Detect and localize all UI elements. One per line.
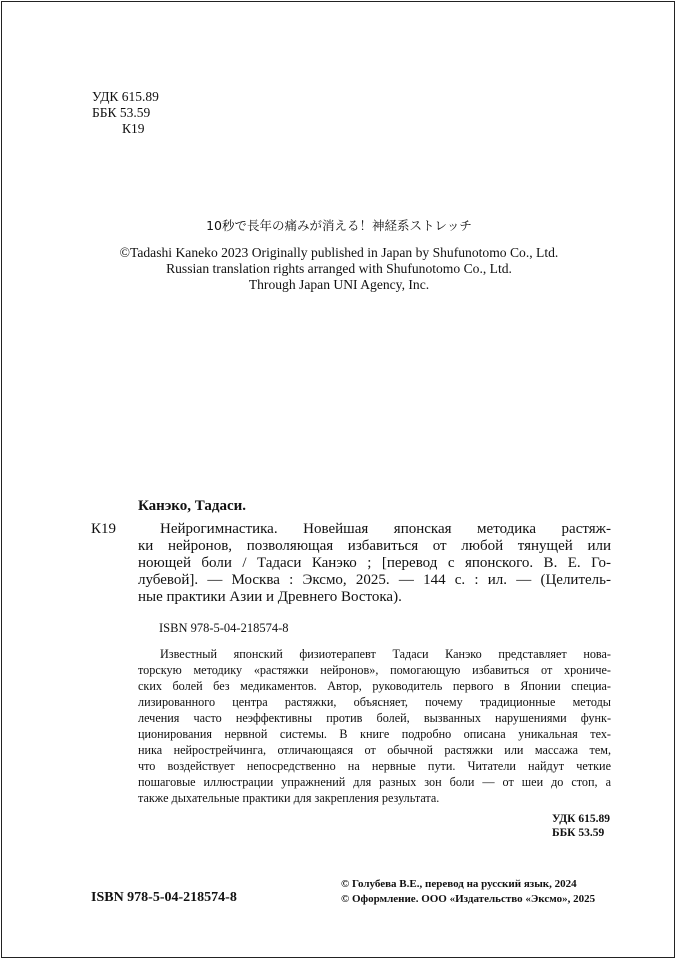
japanese-title: 10秒で長年の痛みが消える！神経系ストレッチ: [206, 218, 472, 233]
udk-code: УДК 615.89: [92, 89, 159, 104]
copyright-line: Russian translation rights arranged with Shufunotomo Co., Ltd.: [166, 261, 512, 276]
catalog-isbn: ISBN 978-5-04-218574-8: [159, 621, 289, 635]
udk-code: УДК 615.89: [551, 813, 610, 825]
abstract-line: что воздействует непосредственно на нервные пути. Читатели найдут четкие: [138, 759, 611, 773]
abstract-line: лечения часто неэффективны против болей, вызванных нарушениями функ-: [138, 711, 611, 725]
abstract: [138, 646, 611, 806]
copyright-line: Through Japan UNI Agency, Inc.: [248, 277, 430, 292]
description-line: ки нейронов, позволяющая избавиться от любой тянущей или: [138, 538, 611, 554]
classification-top: [92, 89, 159, 137]
abstract-line: ционирования нервной системы. В книге подробно описана уникальная тех-: [138, 727, 611, 741]
copyright-translation: © Голубева В.Е., перевод на русский язык, 2024: [341, 878, 577, 890]
abstract-line: также дыхательные практики для закрепления результата.: [138, 791, 440, 805]
abstract-line: Известный японский физиотерапевт Тадаси Канэко представляет нова-: [160, 647, 611, 661]
author-mark: К19: [122, 121, 145, 136]
description-line: ноющей боли / Тадаси Канэко ; [перевод с японского. В. Е. Го-: [138, 555, 611, 571]
description-line: Нейрогимнастика. Новейшая японская методика растяж-: [160, 521, 611, 537]
abstract-line: пошаговые иллюстрации упражнений для разных зон боли — от шеи до стоп, а: [138, 775, 611, 789]
bbk-code: ББК 53.59: [551, 827, 605, 839]
description-line: ные практики Азии и Древнего Востока).: [138, 589, 402, 605]
copyright-line: ©Tadashi Kaneko 2023 Originally published in Japan by Shufunotomo Co., Ltd.: [119, 245, 559, 260]
catalog-code: К19: [91, 521, 117, 537]
copyright-design: © Оформление. ООО «Издательство «Эксмо», 2025: [341, 893, 596, 905]
abstract-line: лизированного центра растяжки, объясняет, почему традиционные методы: [138, 695, 611, 709]
abstract-line: торскую методику «растяжки нейронов», помогающую избавиться от хрониче-: [138, 663, 611, 677]
classification-bottom: [552, 812, 610, 840]
footer-isbn: ISBN 978-5-04-218574-8: [91, 890, 237, 905]
author-heading: Канэко, Тадаси.: [138, 498, 247, 514]
footer-copyrights: [341, 877, 595, 907]
abstract-line: ника нейрострейчинга, отличающаяся от обычной растяжки или массажа тем,: [138, 743, 611, 757]
original-edition-block: [0, 218, 678, 293]
bibliographic-description: [138, 521, 611, 606]
description-line: лубевой]. — Москва : Эксмо, 2025. — 144 с. : ил. — (Целитель-: [138, 572, 611, 588]
bbk-code: ББК 53.59: [92, 105, 151, 120]
abstract-line: ских болей без медикаментов. Автор, руководитель первого в Японии специа-: [138, 679, 611, 693]
